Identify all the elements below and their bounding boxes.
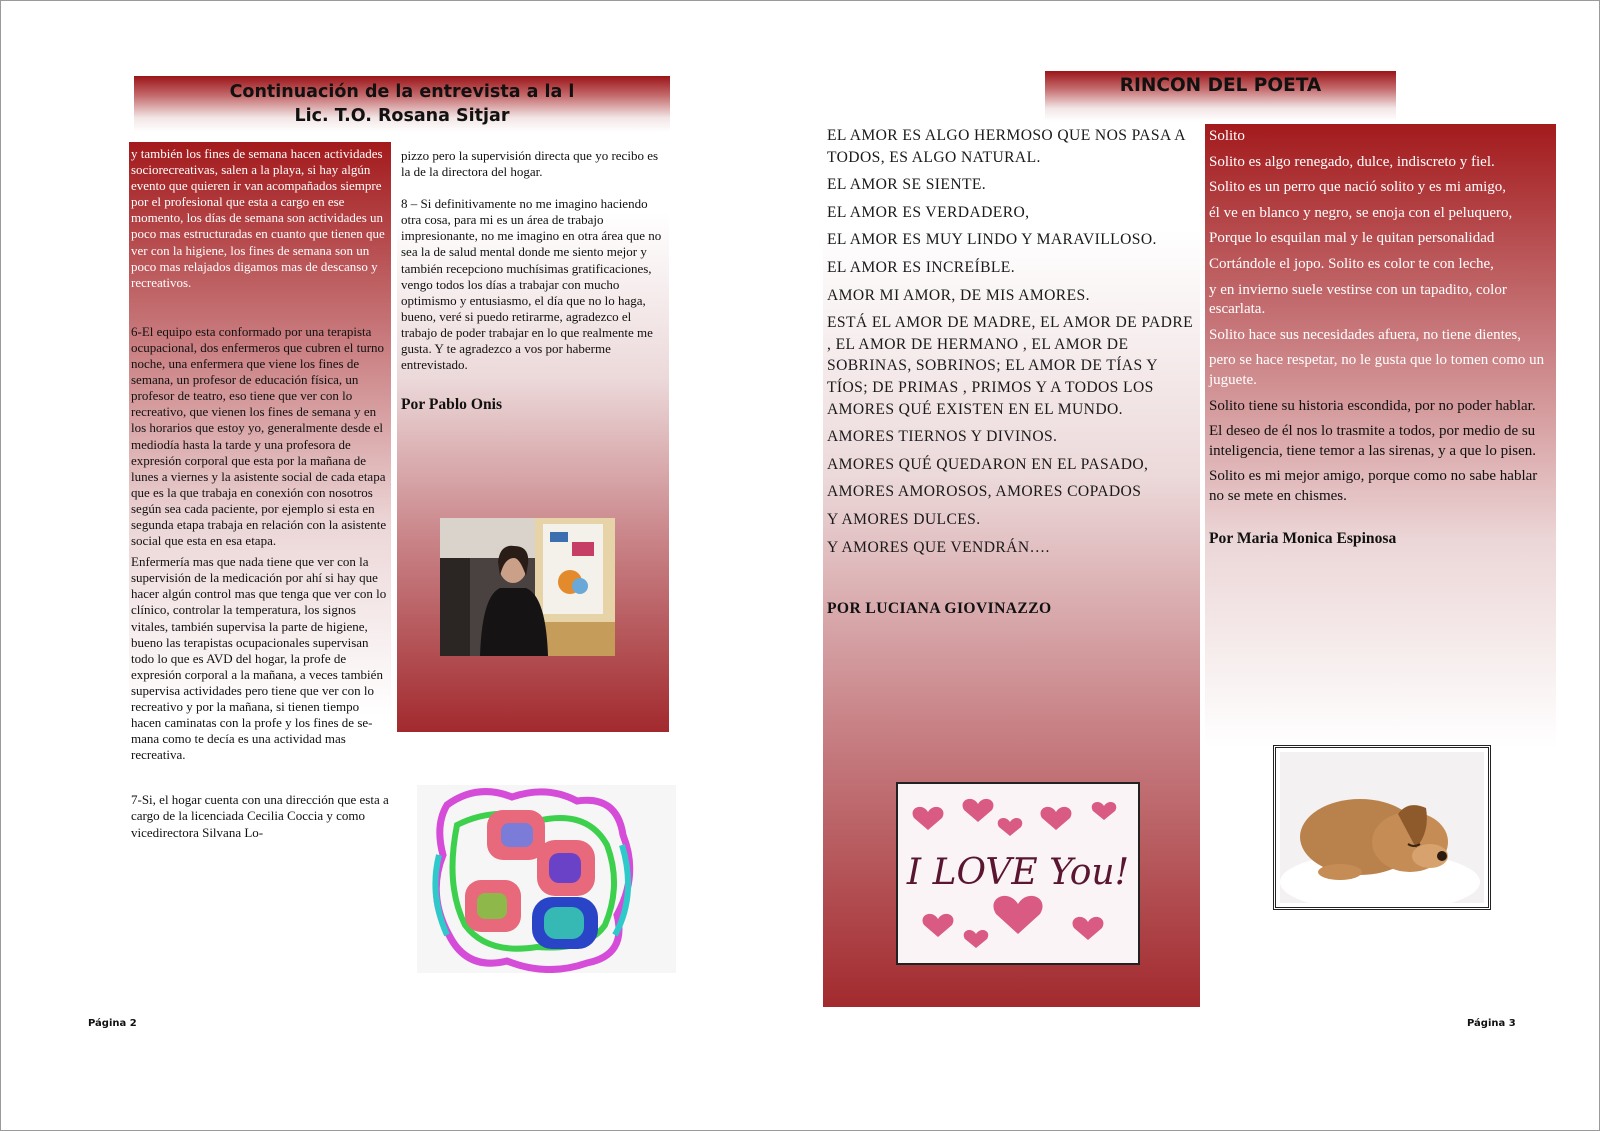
interview-header-line2: Lic. T.O. Rosana Sitjar xyxy=(294,106,510,126)
poem-line: EL AMOR ES INCREÍBLE. xyxy=(827,258,1016,276)
poem-line: Solito es algo renegado, dulce, indiscreto y fiel. xyxy=(1209,153,1495,170)
interview-column-1 xyxy=(129,142,391,938)
page-number-left: Página 2 xyxy=(88,1018,137,1029)
poem-line: EL AMOR ES MUY LINDO Y MARAVILLOSO. xyxy=(827,231,1157,249)
love-image-text: I LOVE You! xyxy=(906,852,1130,893)
poem-line: AMORES TIERNOS Y DIVINOS. xyxy=(827,428,1058,446)
interview-header-line1: Continuación de la entrevista a la l xyxy=(229,82,575,102)
puppy-photo xyxy=(1273,745,1491,910)
poet-corner-header: RINCON DEL POETA xyxy=(1045,71,1396,121)
poem-line: AMORES QUÉ QUEDARON EN EL PASADO, xyxy=(827,455,1149,473)
interview-paragraph-3: Enfermería mas que nada tiene que ver con la supervisión de la medicación por ahí si hay que hacer algún control mas que tenga que ver con lo clínico, controlar la temperatura, los signos vitales, también supervisa la parte de higiene, bueno las terapistas ocupacionales supervisan todo lo que es AVD del hogar, la profe de expresión corporal a la mañana, a veces también supervisa actividades pero tiene que ver con lo recreativo y por la mañana, si tienen tiempo hacen caminatas con la profe y los fines de semana como te decía es una actividad mas recreativa. xyxy=(131,554,387,763)
interviewee-photo xyxy=(440,518,615,656)
poem-line: él ve en blanco y negro, se enoja con el peluquero, xyxy=(1209,204,1513,221)
poem-line: EL AMOR ES ALGO HERMOSO QUE NOS PASA A TODOS, ES ALGO NATURAL. xyxy=(827,127,1186,166)
poem-line: ESTÁ EL AMOR DE MADRE, EL AMOR DE PADRE , EL AMOR DE HERMANO , EL AMOR DE SOBRINAS, SOBRINOS; EL AMOR DE TÍAS Y TÍOS; DE PRIMAS , PRIMOS Y A TODOS LOS AMORES QUÉ EXISTEN EN EL MUNDO. xyxy=(827,314,1194,418)
poem-line: Y AMORES QUE VENDRÁN…. xyxy=(827,538,1050,556)
i-love-you-art xyxy=(898,784,1138,963)
interview-signature: Por Pablo Onis xyxy=(401,396,503,414)
poem-line: Solito es un perro que nació solito y es mi amigo, xyxy=(1209,179,1507,196)
poem-line: pero se hace respetar, no le gusta que lo tomen como un juguete. xyxy=(1209,352,1545,388)
poem-line: EL AMOR ES VERDADERO, xyxy=(827,203,1030,221)
poem-line: Y AMORES DULCES. xyxy=(827,510,981,528)
poem-line: Solito es mi mejor amigo, porque como no sabe hablar no se mete en chismes. xyxy=(1209,468,1538,504)
interview-header xyxy=(134,76,670,132)
poem-line: AMOR MI AMOR, DE MIS AMORES. xyxy=(827,286,1090,304)
interview-paragraph-2: 6-El equipo esta conformado por una terapista ocupacional, dos enfermeros que cubren el turno noche, una enfermera que viene los fines de semana, un profesor de educación física, un profesor de teatro, eso tiene que ver con lo recreativo, que vienen los fines de semana y en los horarios que estoy yo, generalmente desde el mediodía hasta la tarde y una profesora de expresión corporal que esta por la mañana de lunes a viernes y la asistente social de cada etapa que es la que trabaja en conexión con nosotros según sea cada paciente, por ejemplo si esta en segunda etapa trabaja en relación con la asistente social que esta en esa etapa. xyxy=(131,323,387,549)
i-love-you-image xyxy=(896,782,1140,965)
poem-line: Solito xyxy=(1209,128,1245,144)
puppy-photo-drawing xyxy=(1280,752,1484,903)
interview-paragraph-1: y también los fines de semana hacen actividades sociorecreativas, salen a la playa, si hay algún evento que quieren ir van acompañados siempre por el profesional que esta a cargo en ese momento, los días de semana son actividades un poco mas estructuradas en cuanto que tienen que ver con la higiene, los fines de semana son un poco mas relajados digamos mas de descanso y recreativos. xyxy=(131,146,385,290)
interview-paragraph-5: pizzo pero la supervisión directa que yo recibo es la de la directora del hogar. xyxy=(401,148,659,180)
poem-line: Porque lo esquilan mal y le quitan personalidad xyxy=(1209,230,1495,247)
poem-line: y en invierno suele vestirse con un tapadito, color escarlata. xyxy=(1209,281,1507,318)
interview-paragraph-4: 7-Si, el hogar cuenta con una dirección que esta a cargo de la licenciada Cecilia Coccia y como vicedirectora Silvana Lo- xyxy=(131,792,389,840)
poem-line: Solito tiene su historia escondida, por no poder hablar. xyxy=(1209,397,1536,414)
love-poem-signature: POR LUCIANA GIOVINAZZO xyxy=(827,600,1052,618)
interview-paragraph-6: 8 – Si definitivamente no me imagino haciendo otra cosa, para mi es un área de trabajo impresionante, no me imagino en otra área que no sea la de salud mental donde me siento mejor y también recepciono muchísimas gratificaciones, vengo todos los días a trabajar con mucho optimismo y entusiasmo, el día que no lo haga, bueno, veré si puedo retirarme, agradezco el trabajo de poder trabajar en lo que realmente me gusta. Y te agradezco a vos por haberme entrevistado. xyxy=(401,196,662,373)
page-number-right: Página 3 xyxy=(1467,1018,1516,1029)
poem-line: Solito hace sus necesidades afuera, no tiene dientes, xyxy=(1209,326,1521,343)
interviewee-photo-drawing xyxy=(440,518,615,656)
flowers-drawing-art xyxy=(417,785,676,973)
flowers-drawing xyxy=(417,785,676,973)
poem-line: Cortándole el jopo. Solito es color te con leche, xyxy=(1209,255,1494,272)
poem-line: AMORES AMOROSOS, AMORES COPADOS xyxy=(827,483,1142,501)
poem-line: El deseo de él nos lo trasmite a todos, por medio de su inteligencia, tiene temor a las sirenas, y a que lo pisen. xyxy=(1209,423,1536,459)
solito-poem-signature: Por Maria Monica Espinosa xyxy=(1209,529,1397,547)
poem-line: EL AMOR SE SIENTE. xyxy=(827,176,987,194)
